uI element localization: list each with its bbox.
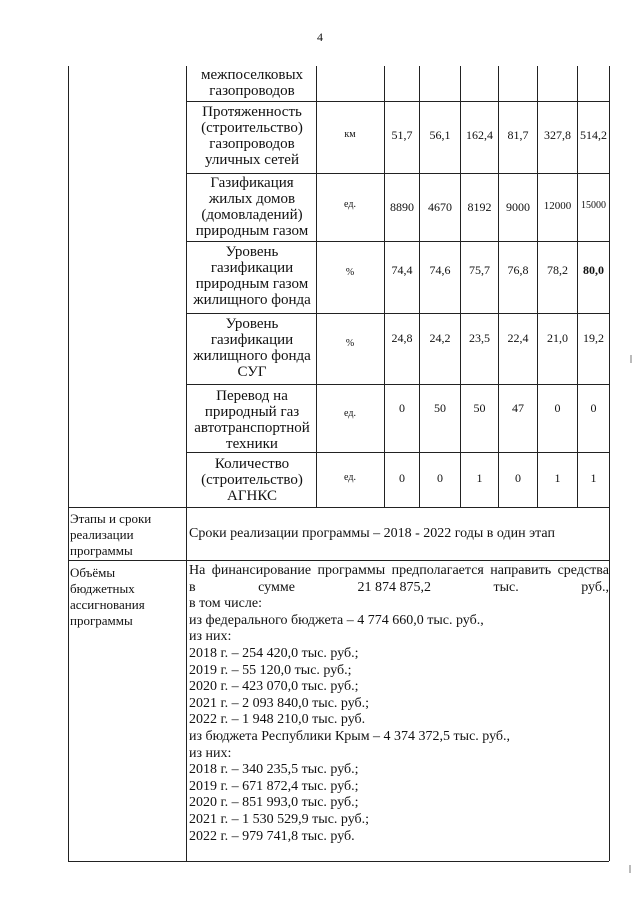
financing-line: 2019 г. – 671 872,4 тыс. руб.; (189, 778, 359, 794)
indicator-unit: % (345, 267, 355, 278)
table-cell: 8890 (390, 200, 414, 214)
financing-line: 2019 г. – 55 120,0 тыс. руб.; (189, 662, 352, 678)
table-cell: 75,7 (469, 263, 490, 277)
table-cell: 74,6 (429, 263, 451, 277)
financing-second-line (189, 580, 609, 597)
table-cell: 19,2 (583, 331, 604, 345)
financing-word: тыс. (493, 579, 519, 595)
table-cell: 74,4 (391, 263, 413, 277)
table-cell: 50 (434, 401, 446, 415)
indicator-name: Газификация жилых домов (домовладений) природным газом (195, 175, 309, 239)
financing-line: 2018 г. – 254 420,0 тыс. руб.; (189, 645, 359, 661)
table-cell: 24,2 (429, 331, 451, 345)
table-border (186, 241, 609, 242)
indicator-unit: ед. (344, 408, 356, 419)
financing-line: из бюджета Республики Крым – 4 374 372,5 тыс. руб., (189, 728, 511, 744)
indicator-name: Уровень газификации жилищного фонда СУГ (193, 316, 311, 380)
table-cell: 1 (590, 471, 597, 485)
financing-word: сумме (258, 579, 295, 595)
table-cell: 0 (399, 401, 405, 415)
financing-line: из них: (189, 629, 232, 645)
financing-word: финансирование (211, 563, 312, 578)
indicator-name: Перевод на природный газ автотранспортной техники (194, 388, 310, 452)
financing-word: в (189, 579, 196, 595)
table-cell: 4670 (428, 200, 452, 214)
financing-word: руб., (581, 579, 609, 595)
table-cell: 0 (554, 401, 561, 415)
table-cell: 80,0 (583, 263, 604, 277)
financing-label: Объёмы бюджетных ассигнования программы (70, 565, 145, 628)
financing-first-line (189, 563, 609, 580)
table-border (186, 173, 609, 174)
indicator-name: Количество (строительство) АГНКС (201, 456, 303, 504)
table-border (68, 861, 609, 862)
indicator-unit: ед. (344, 472, 356, 483)
table-border (68, 507, 609, 508)
table-cell: 12000 (543, 200, 572, 212)
indicator-name: Уровень газификации природным газом жилищного фонда (193, 244, 311, 308)
financing-line: 2022 г. – 1 948 210,0 тыс. руб. (189, 712, 366, 728)
table-cell: 8192 (467, 200, 492, 214)
scan-mark (629, 865, 631, 873)
financing-line: из федерального бюджета – 4 774 660,0 тыс. руб., (189, 612, 484, 628)
table-border (186, 384, 609, 385)
table-cell: 327,8 (544, 128, 571, 142)
table-border (186, 313, 609, 314)
indicator-unit: ед. (344, 199, 356, 210)
financing-word: направить (490, 563, 552, 578)
table-cell: 15000 (581, 200, 606, 211)
table-border (316, 66, 317, 507)
table-cell: 1 (476, 471, 483, 485)
page-number: 4 (317, 30, 323, 44)
financing-word: На (189, 563, 206, 578)
table-cell: 514,2 (580, 128, 607, 142)
indicator-name: межпоселковых газопроводов (200, 67, 304, 99)
table-cell: 24,8 (391, 331, 413, 345)
table-cell: 56,1 (429, 128, 451, 142)
table-border (609, 66, 610, 861)
financing-line: из них: (189, 745, 232, 761)
financing-line: 2018 г. – 340 235,5 тыс. руб.; (189, 762, 359, 778)
table-cell: 47 (512, 401, 524, 415)
financing-word: средства (557, 563, 609, 578)
table-cell: 23,5 (469, 331, 490, 345)
financing-line: 2022 г. – 979 741,8 тыс. руб. (189, 828, 355, 844)
financing-word: 21 874 875,2 (357, 579, 431, 595)
financing-word: предполагается (391, 563, 484, 578)
table-border (186, 101, 609, 102)
table-cell: 0 (515, 471, 521, 485)
table-border (186, 66, 187, 861)
financing-text (189, 563, 609, 845)
stages-label: Этапы и сроки реализации программы (70, 511, 152, 558)
table-cell: 0 (437, 471, 443, 485)
table-cell: 21,0 (547, 331, 568, 345)
table-cell: 22,4 (507, 331, 529, 345)
table-cell: 81,7 (507, 128, 529, 142)
table-border (68, 66, 69, 861)
table-cell: 1 (554, 471, 561, 485)
indicator-unit: км (344, 129, 356, 140)
table-cell: 9000 (506, 200, 530, 214)
indicator-unit: % (345, 338, 355, 349)
table-cell: 162,4 (466, 128, 493, 142)
financing-line: 2020 г. – 851 993,0 тыс. руб.; (189, 795, 359, 811)
financing-line: 2020 г. – 423 070,0 тыс. руб.; (189, 679, 359, 695)
table-cell: 0 (399, 471, 405, 485)
table-border (186, 452, 609, 453)
table-cell: 51,7 (391, 128, 413, 142)
financing-line: в том числе: (189, 596, 262, 612)
table-cell: 0 (590, 401, 597, 415)
financing-word: программы (317, 563, 386, 578)
table-border (68, 560, 609, 561)
financing-line: 2021 г. – 1 530 529,9 тыс. руб.; (189, 811, 370, 827)
indicator-name: Протяженность (строительство) газопроводов уличных сетей (201, 104, 303, 168)
table-cell: 50 (473, 401, 486, 415)
scan-mark (630, 355, 632, 363)
stages-text: Сроки реализации программы – 2018 - 2022 годы в один этап (189, 526, 555, 541)
financing-line: 2021 г. – 2 093 840,0 тыс. руб.; (189, 695, 370, 711)
table-cell: 76,8 (507, 263, 529, 277)
table-cell: 78,2 (547, 263, 568, 277)
